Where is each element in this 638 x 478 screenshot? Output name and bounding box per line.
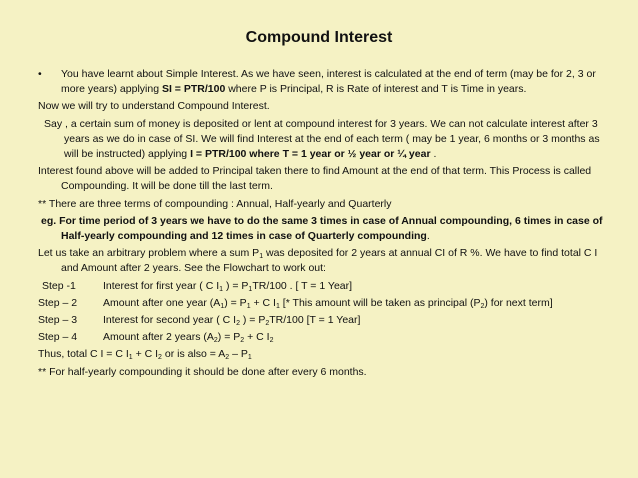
paragraph-example: eg. For time period of 3 years we have to do the same 3 times in case of Annual compounding, 6 times in case of Half-yearly compounding and 12 times in case of Quarterly compounding. bbox=[41, 214, 603, 243]
step-label: Step – 3 bbox=[38, 314, 78, 327]
step-text: Amount after one year $(A_1) = P_1 + C$ $I_1$ [* This amount will be taken as principal $(P_2)$ for next term] bbox=[103, 296, 553, 310]
step-2 bbox=[38, 296, 610, 311]
step-text: Amount after 2 years $(A_2) = P_2 + C$ $I_2$ bbox=[103, 331, 274, 345]
paragraph-note: ** For half-yearly compounding it should be done after every 6 months. bbox=[38, 365, 367, 378]
bullet-icon: • bbox=[38, 68, 42, 80]
si-formula: SI = PTR/100 bbox=[161, 83, 226, 96]
intro-bullet: • You have learnt about Simple Interest. As we have seen, interest is calculated at the end of term (may be for 2, 3 or more years) applying SI = PTR/100 where P is Principal, R is Rate of interest and T is Time in years. bbox=[38, 68, 596, 96]
step-label: Step – 2 bbox=[38, 296, 78, 309]
paragraph-deposit: Say , a certain sum of money is deposited or lent at compound interest for 3 years. We can not calculate interest after 3 years as we do in case of SI. We will find Interest at the end of each term ( may be 1 year, 6 months or 3 months as will be instructed) applying I = PTR/100 where T = 1 year or ½ year or ¼ year . bbox=[44, 117, 600, 161]
step-text: Interest for first year ( C $I_1$ ) = $P_1TR/100$ . [ T = 1 Year] bbox=[103, 279, 353, 293]
paragraph-terms: ** There are three terms of compounding : Annual, Half-yearly and Quarterly bbox=[38, 197, 392, 210]
slide-body bbox=[38, 67, 610, 382]
paragraph-problem: Let us take an arbitrary problem where a sum $P_1$ was deposited for 2 years at annual CI of R %. We have to find total C I and Amount after 2 years. See the Flowchart to work out: bbox=[38, 247, 598, 275]
slide-title: Compound Interest bbox=[245, 29, 393, 46]
step-label: Step – 4 bbox=[38, 331, 78, 344]
paragraph-compounding: Interest found above will be added to Principal taken there to find Amount at the end of that term. This Process is called Compounding. It will be done till the last term. bbox=[38, 165, 592, 193]
interest-formula: I = PTR/100 where T = 1 year or ½ year or ¼ year bbox=[190, 148, 431, 161]
paragraph-total: Thus, total C I = C $I_1 + C$ $I_2$ or is also = $A_2 - P_1$ bbox=[38, 348, 252, 362]
step-4 bbox=[38, 330, 610, 345]
step-1 bbox=[38, 279, 610, 294]
step-3 bbox=[38, 313, 610, 328]
step-text: Interest for second year ( C $I_2$ ) = $P_2TR/100$ [T = 1 Year] bbox=[103, 314, 361, 328]
paragraph-intro-ci: Now we will try to understand Compound Interest. bbox=[38, 100, 270, 113]
step-label: Step -1 bbox=[42, 279, 76, 292]
